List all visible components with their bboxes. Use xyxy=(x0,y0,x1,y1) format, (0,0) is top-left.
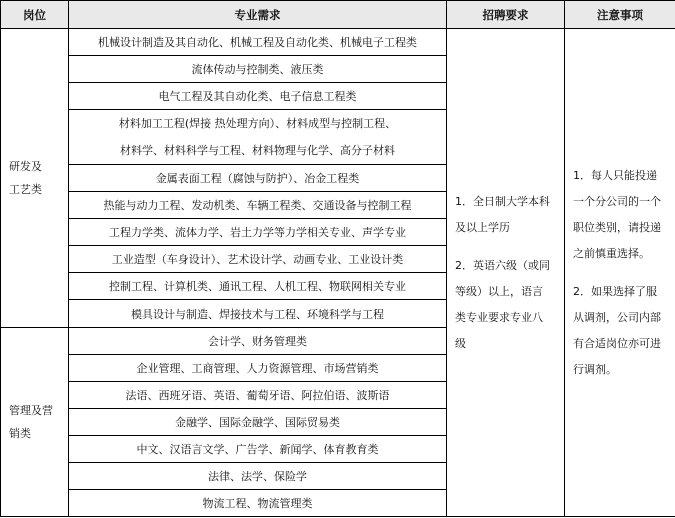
requirement-line: 2．英语六级（或同 xyxy=(455,258,550,272)
note-line: 1．每人只能投递 xyxy=(573,168,657,182)
requirement-cell xyxy=(447,29,565,517)
table-row xyxy=(1,29,675,56)
major-cell: 控制工程、计算机类、通讯工程、人机工程、物联网相关专业 xyxy=(69,273,447,300)
major-cell: 流体传动与控制类、液压类 xyxy=(69,56,447,83)
major-line: 材料加工工程(焊接 热处理方向）、材料成型与控制工程、 xyxy=(118,117,397,131)
header-requirement: 招聘要求 xyxy=(447,1,565,29)
position-rd-line: 研发及 xyxy=(9,159,42,173)
major-cell xyxy=(69,110,447,165)
major-cell: 工程力学类、流体力学、岩土力学等力学相关专业、声学专业 xyxy=(69,219,447,246)
major-cell: 金属表面工程（腐蚀与防护）、冶金工程类 xyxy=(69,165,447,192)
note-line: 2．如果选择了服 xyxy=(573,284,657,298)
position-rd-line: 工艺类 xyxy=(9,182,42,196)
major-cell: 会计学、财务管理类 xyxy=(69,327,447,354)
position-rd xyxy=(1,29,69,328)
requirement-line: 级 xyxy=(455,336,466,350)
position-mgmt-line: 管理及营 xyxy=(9,403,53,417)
major-cell: 企业管理、工商管理、人力资源管理、市场营销类 xyxy=(69,354,447,381)
note-line: 行调剂。 xyxy=(573,362,617,376)
header-position: 岗位 xyxy=(1,1,69,29)
major-cell: 金融学、国际金融学、国际贸易类 xyxy=(69,408,447,435)
major-cell: 法律、法学、保险学 xyxy=(69,462,447,489)
requirement-line: 1．全日制大学本科 xyxy=(455,194,550,208)
note-spacer xyxy=(573,267,669,279)
major-cell: 工业造型（车身设计）、艺术设计学、动画专业、工业设计类 xyxy=(69,246,447,273)
note-line: 有合适岗位亦可进 xyxy=(573,336,661,350)
note-line: 从调剂，公司内部 xyxy=(573,310,661,324)
header-row xyxy=(1,1,675,29)
major-cell: 热能与动力工程、发动机类、车辆工程类、交通设备与控制工程 xyxy=(69,192,447,219)
position-mgmt-line: 销类 xyxy=(9,426,31,440)
major-cell: 模具设计与制造、焊接技术与工程、环境科学与工程 xyxy=(69,300,447,327)
note-line: 职位类别，请投递 xyxy=(573,220,661,234)
requirement-line: 等级）以上，语言 xyxy=(455,284,543,298)
requirement-line: 及以上学历 xyxy=(455,220,510,234)
major-cell: 中文、汉语言文学、广告学、新闻学、体育教育类 xyxy=(69,435,447,462)
header-major: 专业需求 xyxy=(69,1,447,29)
major-line: 材料学、材料科学与工程、材料物理与化学、高分子材料 xyxy=(120,144,395,158)
note-line: 之前慎重选择。 xyxy=(573,246,650,260)
major-cell: 法语、西班牙语、英语、葡萄牙语、阿拉伯语、波斯语 xyxy=(69,381,447,408)
note-line: 一个分公司的一个 xyxy=(573,194,661,208)
requirement-spacer xyxy=(455,241,558,253)
position-mgmt xyxy=(1,327,69,516)
notes-cell xyxy=(565,29,675,517)
requirement-line: 类专业要求专业八 xyxy=(455,310,543,324)
major-cell: 电气工程及其自动化类、电子信息工程类 xyxy=(69,83,447,110)
header-notes: 注意事项 xyxy=(565,1,675,29)
major-cell: 机械设计制造及其自动化、机械工程及自动化类、机械电子工程类 xyxy=(69,29,447,56)
major-cell: 物流工程、物流管理类 xyxy=(69,489,447,516)
